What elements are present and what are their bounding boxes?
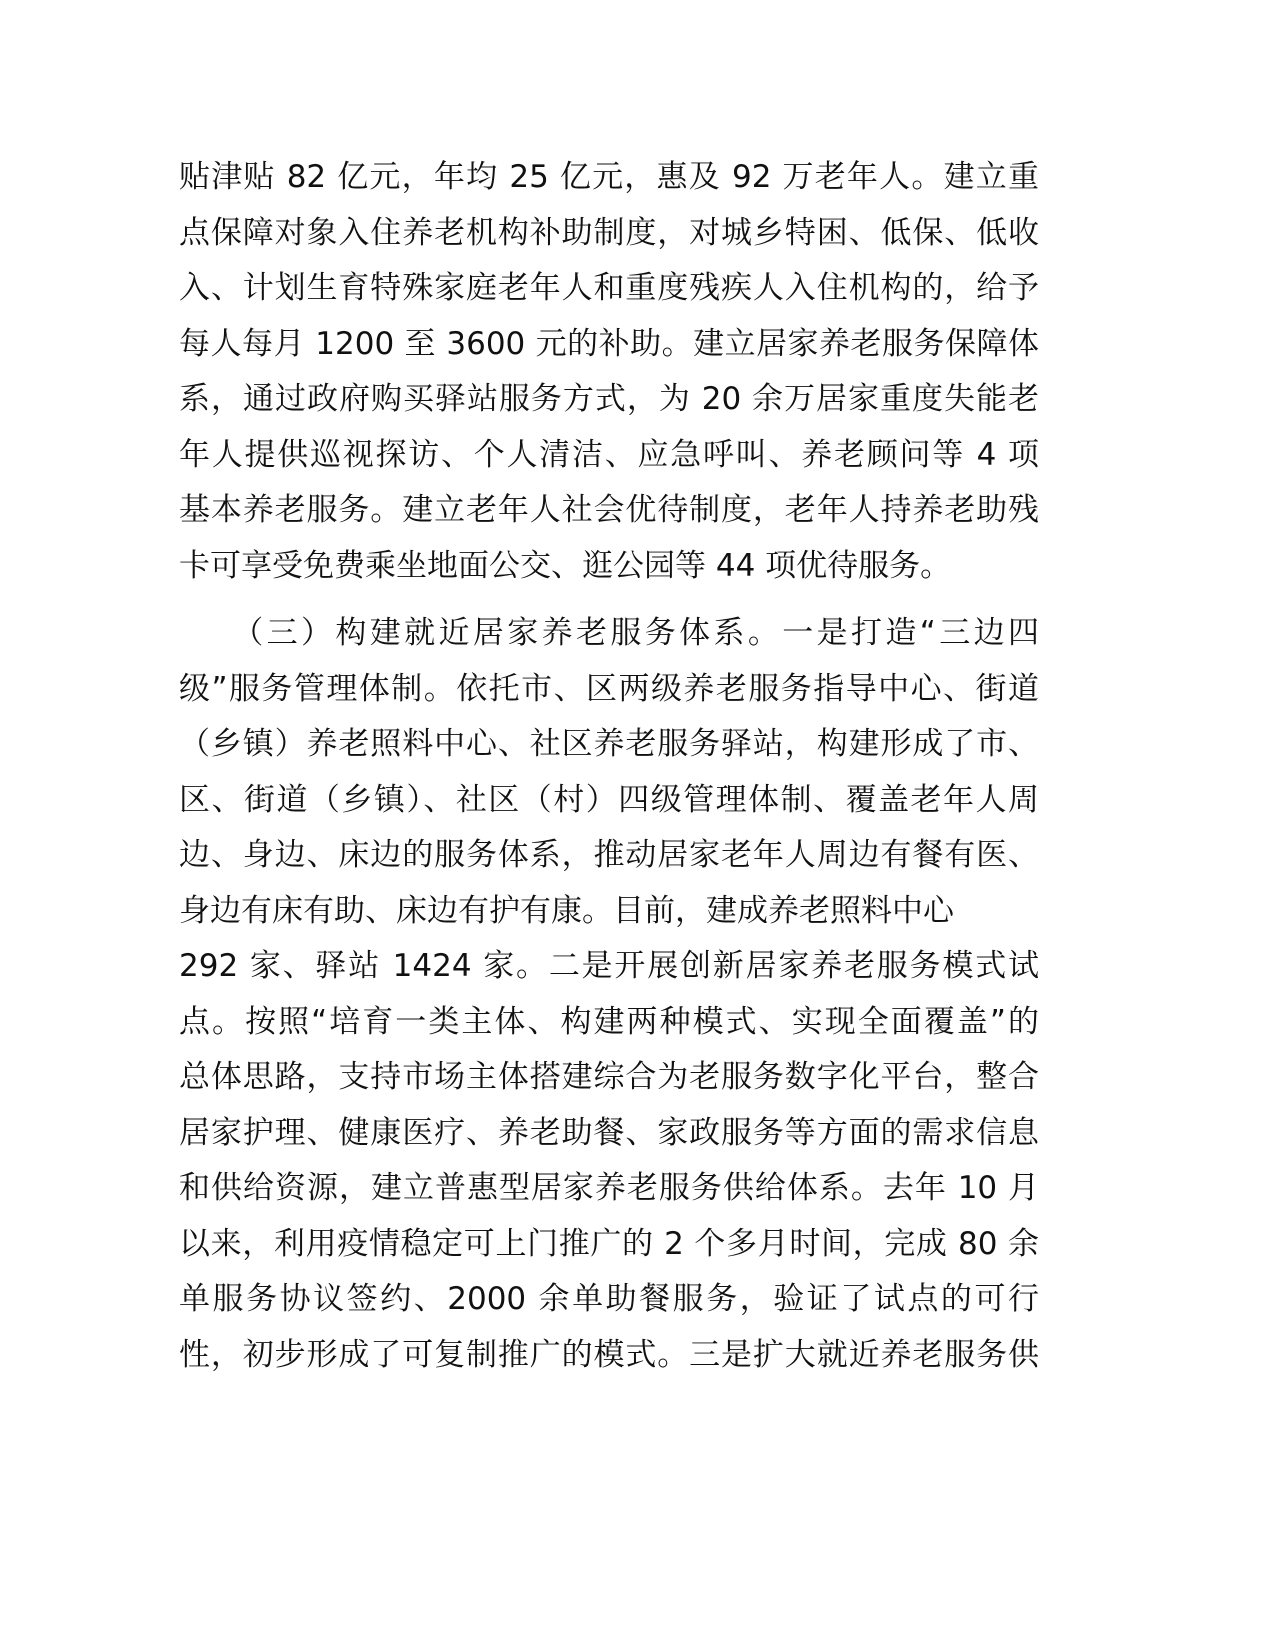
text-line: 基本养老服务。建立老年人社会优待制度，老年人持养老助残 xyxy=(179,492,1039,528)
text-line: 区、街道（乡镇）、社区（村）四级管理体制、覆盖老年人周 xyxy=(179,781,1039,818)
text-line: （乡镇）养老照料中心、社区养老服务驿站，构建形成了市、 xyxy=(179,726,1039,762)
text-line: 性，初步形成了可复制推广的模式。三是扩大就近养老服务供 xyxy=(179,1336,1039,1373)
text-line: 点。按照“培育一类主体、构建两种模式、实现全面覆盖”的 xyxy=(179,1003,1039,1040)
text-line: 入、计划生育特殊家庭老年人和重度残疾人入住机构的，给予 xyxy=(179,270,1039,306)
text-line: （三）构建就近居家养老服务体系。一是打造“三边四 xyxy=(179,615,1039,651)
text-line: 年人提供巡视探访、个人清洁、应急呼叫、养老顾问等 4 项 xyxy=(179,436,1039,473)
text-line: 和供给资源，建立普惠型居家养老服务供给体系。去年 10 月 xyxy=(179,1170,1039,1206)
paragraph-home-care-system xyxy=(179,606,1039,1383)
paragraph-elderly-subsidy xyxy=(179,150,1039,594)
text-line: 每人每月 1200 至 3600 元的补助。建立居家养老服务保障体 xyxy=(179,325,1039,362)
text-line: 身边有床有助、床边有护有康。目前，建成养老照料中心 xyxy=(179,892,954,929)
text-line: 点保障对象入住养老机构补助制度，对城乡特困、低保、低收 xyxy=(179,214,1039,251)
text-line: 系，通过政府购买驿站服务方式，为 20 余万居家重度失能老 xyxy=(179,381,1039,417)
text-line: 贴津贴 82 亿元，年均 25 亿元，惠及 92 万老年人。建立重 xyxy=(179,159,1039,195)
text-line: 292 家、驿站 1424 家。二是开展创新居家养老服务模式试 xyxy=(179,948,1039,984)
text-line: 边、身边、床边的服务体系，推动居家老年人周边有餐有医、 xyxy=(179,837,1039,873)
text-line: 总体思路，支持市场主体搭建综合为老服务数字化平台，整合 xyxy=(179,1059,1039,1095)
text-line: 以来，利用疫情稳定可上门推广的 2 个多月时间，完成 80 余 xyxy=(179,1225,1039,1262)
text-line: 级”服务管理体制。依托市、区两级养老服务指导中心、街道 xyxy=(179,670,1039,707)
text-line: 卡可享受免费乘坐地面公交、逛公园等 44 项优待服务。 xyxy=(179,547,952,584)
text-line: 居家护理、健康医疗、养老助餐、家政服务等方面的需求信息 xyxy=(179,1114,1039,1151)
text-line: 单服务协议签约、2000 余单助餐服务，验证了试点的可行 xyxy=(179,1281,1039,1317)
